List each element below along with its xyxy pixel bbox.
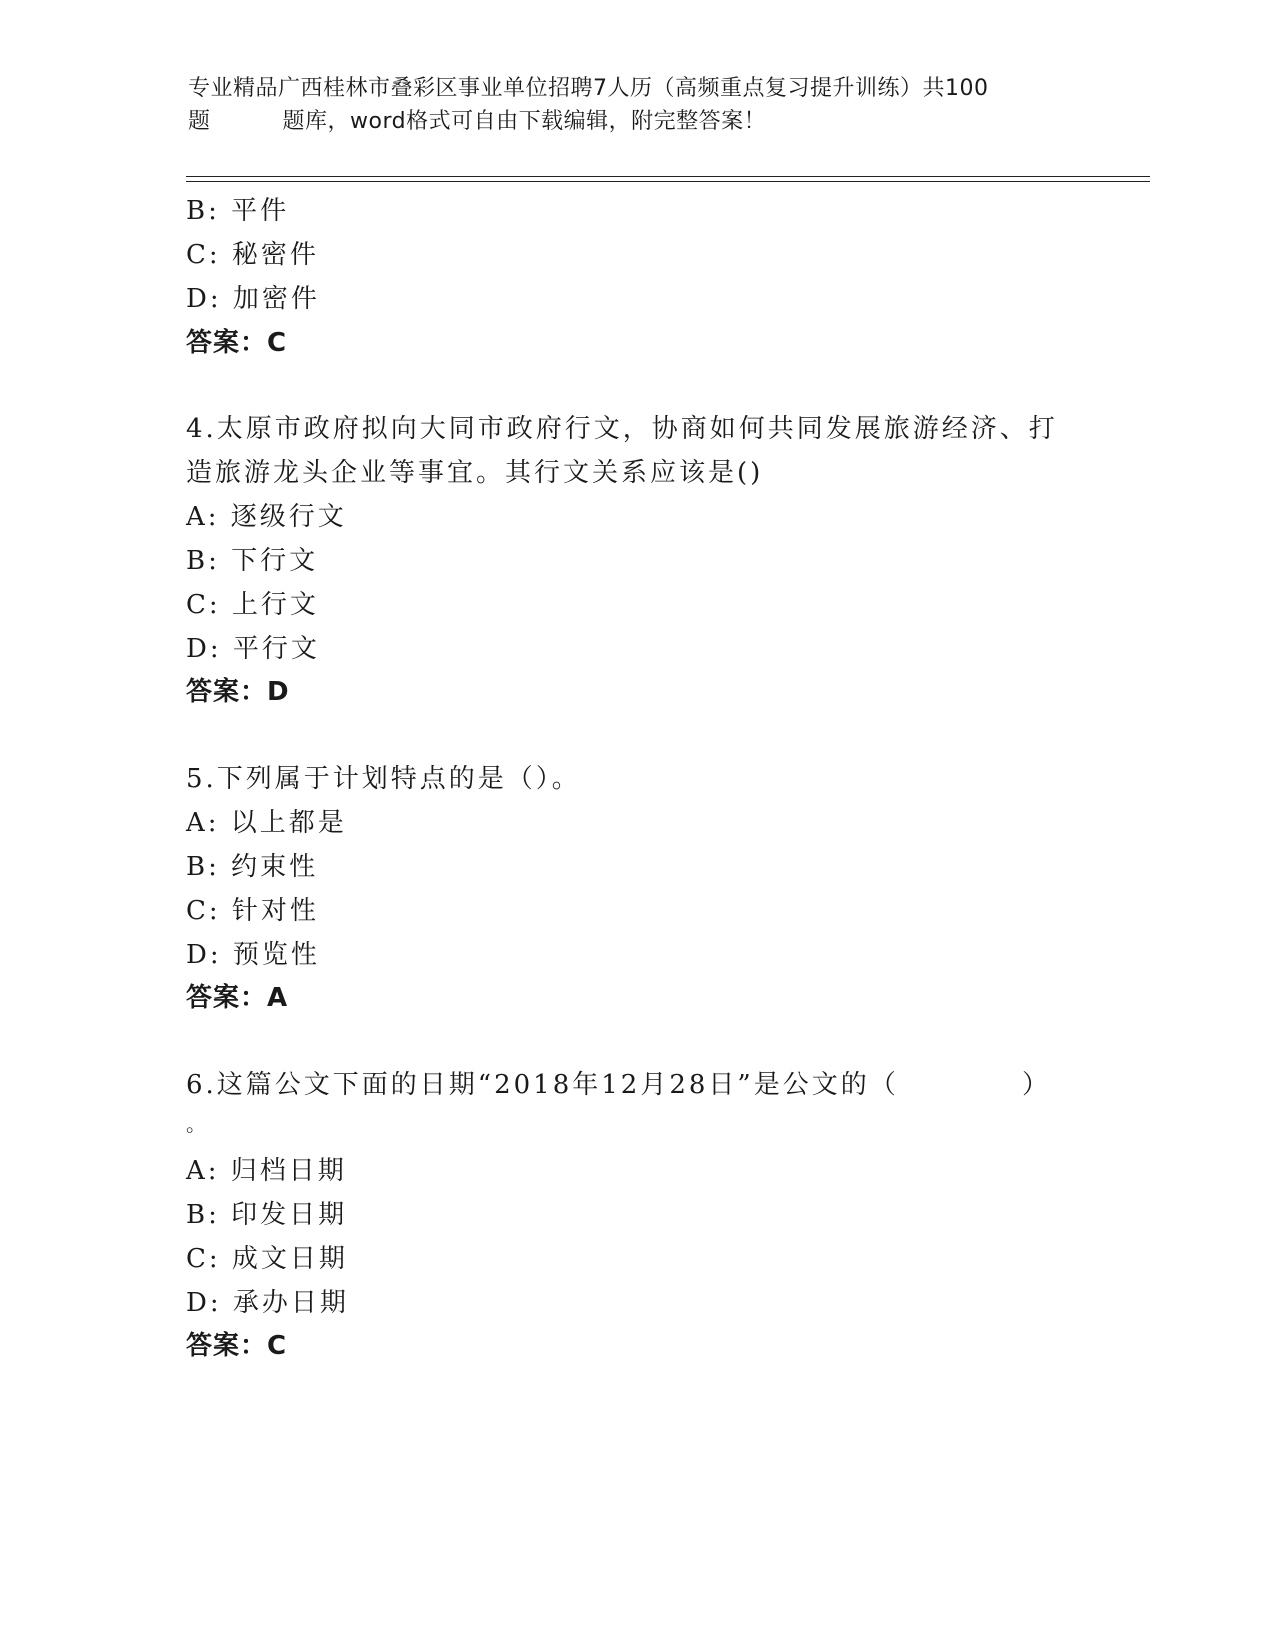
q6-answer: 答案：C — [186, 1331, 288, 1361]
q4-option-c: C: 上行文 — [186, 590, 319, 620]
q4-stem-line-2: 造旅游龙头企业等事宜。其行文关系应该是() — [186, 458, 764, 488]
q4-answer: 答案：D — [186, 677, 290, 707]
prev-option-b: B: 平件 — [186, 196, 290, 226]
q5-option-b: B: 约束性 — [186, 852, 319, 882]
prev-option-d: D: 加密件 — [186, 284, 320, 314]
header-line-1: 专业精品广西桂林市叠彩区事业单位招聘7人历（高频重点复习提升训练）共100 — [188, 76, 989, 101]
header-rule-bottom — [186, 181, 1150, 182]
header-rule-top — [186, 176, 1150, 177]
q5-option-c: C: 针对性 — [186, 896, 319, 926]
q6-option-b: B: 印发日期 — [186, 1200, 348, 1230]
q4-option-b: B: 下行文 — [186, 546, 319, 576]
q4-option-d: D: 平行文 — [186, 634, 320, 664]
q5-option-d: D: 预览性 — [186, 940, 320, 970]
q6-stem-line-1-end: ） — [1022, 1070, 1052, 1100]
q6-stem-line-1: 6.这篇公文下面的日期“2018年12月28日”是公文的（ — [186, 1070, 899, 1100]
q5-answer: 答案：A — [186, 983, 289, 1013]
prev-option-c: C: 秘密件 — [186, 240, 319, 270]
q4-stem-line-1: 4.太原市政府拟向大同市政府行文，协商如何共同发展旅游经济、打 — [186, 414, 1058, 444]
header-line-2 — [188, 105, 1088, 138]
q6-option-c: C: 成文日期 — [186, 1244, 348, 1274]
q5-option-a: A: 以上都是 — [186, 808, 347, 838]
q4-option-a: A: 逐级行文 — [186, 502, 347, 532]
prev-answer: 答案：C — [186, 328, 288, 358]
header-line-2-start: 题 — [188, 109, 211, 134]
q6-stem-line-2: 。 — [186, 1112, 209, 1136]
q6-option-a: A: 归档日期 — [186, 1156, 347, 1186]
q5-stem: 5.下列属于计划特点的是（）。 — [186, 764, 581, 794]
page-header — [188, 72, 1088, 138]
q6-option-d: D: 承办日期 — [186, 1288, 349, 1318]
header-line-2-rest: 题库，word格式可自由下载编辑，附完整答案！ — [282, 109, 767, 134]
